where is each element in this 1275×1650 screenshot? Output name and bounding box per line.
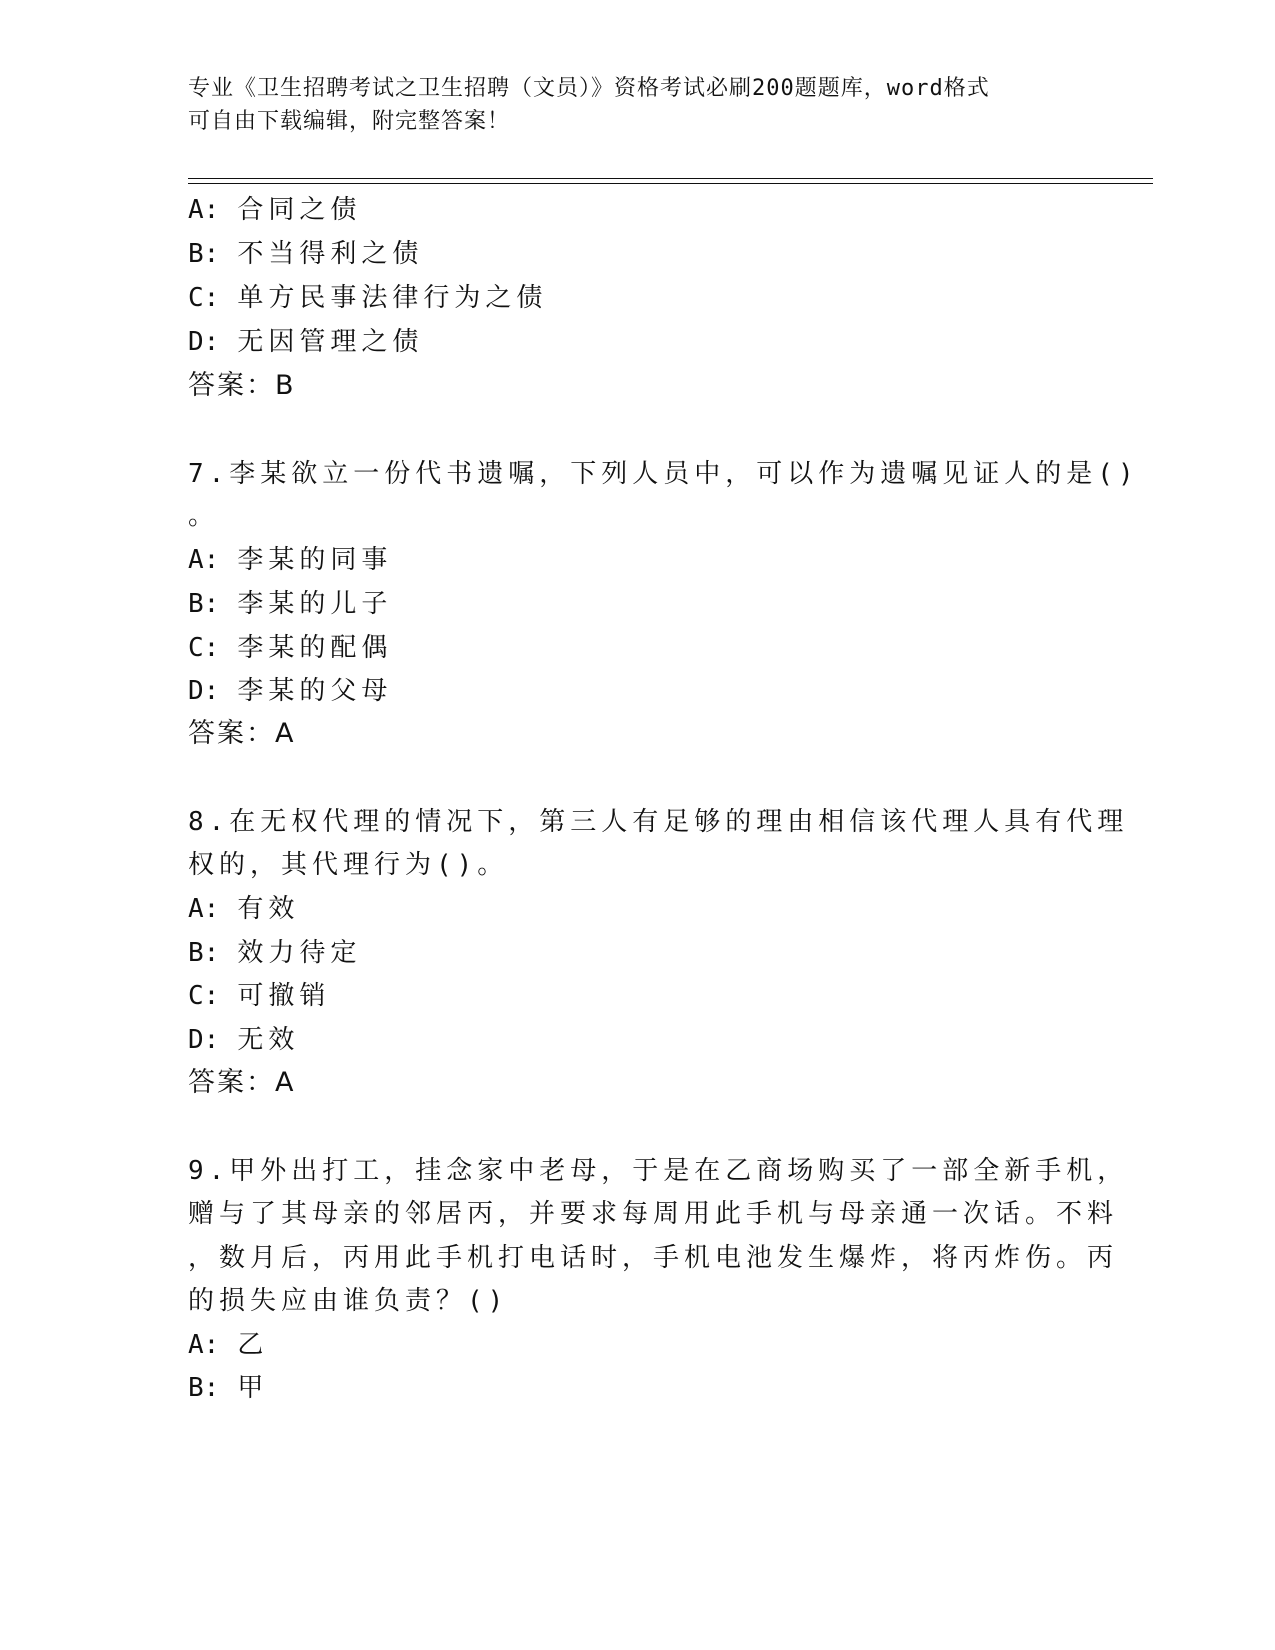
option-label: A: [188,195,220,225]
q6-option-a [188,192,361,228]
option-text: 不当得利之债 [237,239,424,269]
q8-answer: 答案：A [188,1067,296,1098]
q9-stem-line-2: 赠与了其母亲的邻居丙，并要求每周用此手机与母亲通一次话。不料 [188,1199,1119,1229]
option-text: 甲 [237,1373,269,1403]
q8-option-b [188,935,361,971]
q6-option-d [188,324,423,360]
q9-option-a [188,1327,268,1363]
option-text: 有效 [237,894,300,924]
option-text: 效力待定 [237,938,362,968]
q6-option-b [188,236,423,272]
option-label: C: [188,633,220,663]
q9-stem-line-1: 9.甲外出打工，挂念家中老母，于是在乙商场购买了一部全新手机， [188,1156,1129,1186]
option-label: D: [188,1025,220,1055]
q6-answer: 答案：B [188,370,296,401]
q7-answer: 答案：A [188,718,296,749]
q9-stem-line-4: 的损失应由谁负责？() [188,1286,509,1316]
q7-stem-line-2: 。 [188,501,220,531]
header-line-2: 可自由下载编辑，附完整答案！ [188,109,511,134]
q8-option-d [188,1022,299,1058]
option-label: B: [188,589,220,619]
option-label: A: [188,894,220,924]
option-text: 李某的儿子 [237,589,393,619]
header-divider-bottom [188,183,1153,184]
option-label: A: [188,1330,220,1360]
q7-option-d [188,673,392,709]
option-text: 单方民事法律行为之债 [237,283,548,313]
q7-option-b [188,586,392,622]
option-label: D: [188,327,220,357]
q7-option-c [188,630,392,666]
q7-option-a [188,542,392,578]
option-label: B: [188,1373,220,1403]
option-text: 无因管理之债 [237,327,424,357]
option-text: 李某的父母 [237,676,393,706]
option-label: D: [188,676,220,706]
option-text: 李某的同事 [237,545,393,575]
q8-stem-line-1: 8.在无权代理的情况下，第三人有足够的理由相信该代理人具有代理 [188,807,1129,837]
q8-option-a [188,891,299,927]
option-text: 合同之债 [237,195,362,225]
option-label: B: [188,239,220,269]
q7-stem-line-1: 7.李某欲立一份代书遗嘱，下列人员中，可以作为遗嘱见证人的是() [188,459,1139,489]
q6-option-c [188,280,547,316]
option-text: 可撤销 [237,981,331,1011]
q9-option-b [188,1370,268,1406]
header-line-1: 专业《卫生招聘考试之卫生招聘（文员）》资格考试必刷200题题库，word格式 [188,76,990,101]
q8-option-c [188,978,330,1014]
option-text: 乙 [237,1330,269,1360]
header-divider-top [188,178,1153,179]
q9-stem-line-3: ，数月后，丙用此手机打电话时，手机电池发生爆炸，将丙炸伤。丙 [188,1243,1119,1273]
document-header [188,72,1088,138]
option-text: 无效 [237,1025,300,1055]
option-label: B: [188,938,220,968]
option-text: 李某的配偶 [237,633,393,663]
q8-stem-line-2: 权的，其代理行为()。 [188,850,509,880]
option-label: C: [188,283,220,313]
option-label: C: [188,981,220,1011]
option-label: A: [188,545,220,575]
